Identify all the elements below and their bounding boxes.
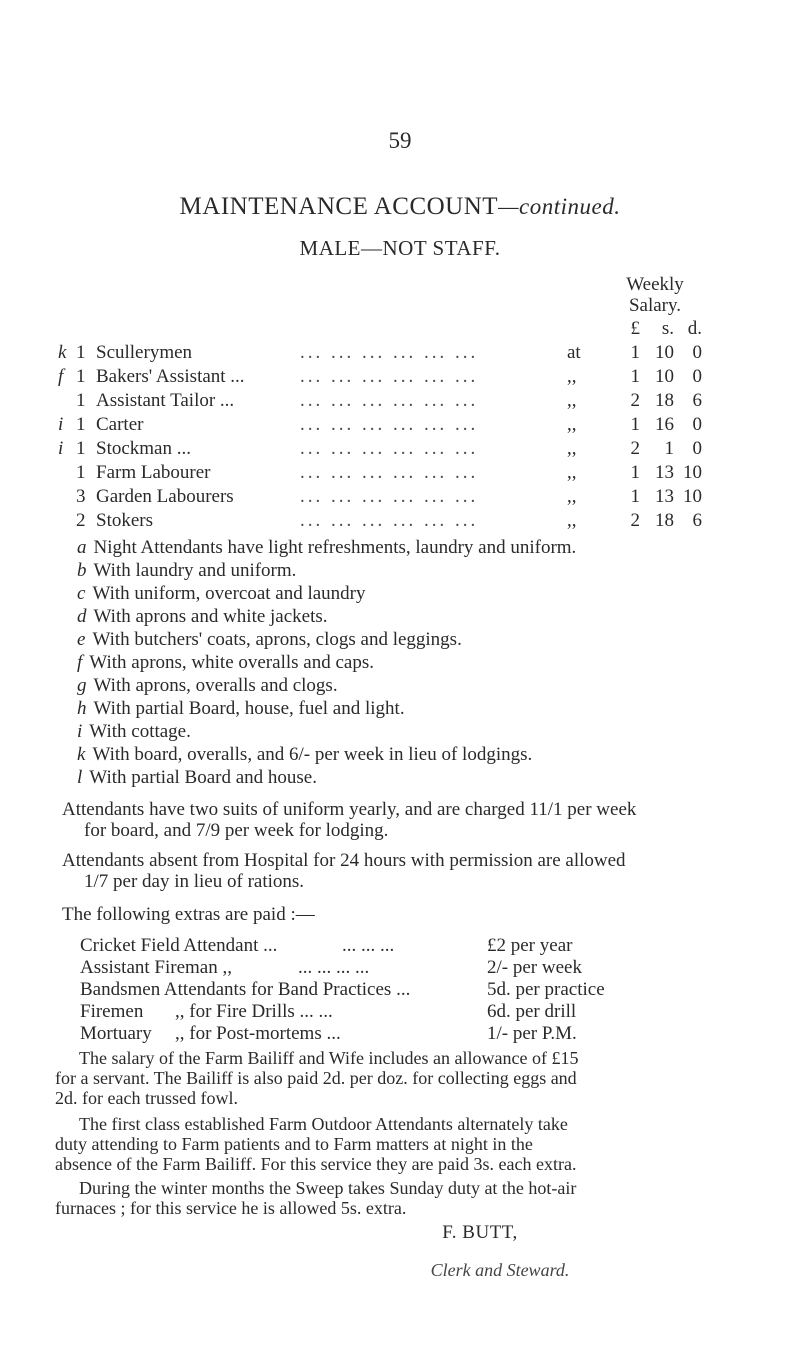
row-at: ,,: [567, 510, 577, 531]
salary-header-line1: Weekly: [626, 274, 684, 295]
paragraph-line: Attendants have two suits of uniform yearly, and are charged 11/1 per week: [62, 799, 637, 820]
row-pounds: 1: [630, 342, 640, 363]
row-pounds: 1: [630, 414, 640, 435]
signature-title: Clerk and Steward.: [430, 1260, 570, 1280]
paragraph-line: duty attending to Farm patients and to Farm matters at night in the: [55, 1134, 533, 1154]
row-qty: 1: [76, 342, 86, 363]
row-at: ,,: [567, 390, 577, 411]
footnote-text: With partial Board and house.: [89, 767, 317, 788]
footnote-mark: e: [77, 629, 86, 650]
row-qty: 1: [76, 438, 86, 459]
row-shillings: 13: [655, 462, 674, 483]
footnote-text: With aprons, overalls and clogs.: [93, 675, 338, 696]
paragraph-absent: [62, 850, 762, 892]
row-role: Carter: [96, 414, 144, 435]
footnote-d: [77, 606, 328, 628]
leader-dots: ... ... ... ... ... ...: [300, 414, 479, 435]
salary-unit-header: [0, 318, 800, 340]
row-qty: 1: [76, 390, 86, 411]
paragraph-bailiff: [55, 1048, 765, 1108]
leader-dots: ... ... ... ... ... ...: [300, 510, 479, 531]
row-pence: 6: [692, 510, 702, 531]
extras-row: [80, 1001, 780, 1023]
footnote-mark: g: [77, 675, 87, 696]
extras-rate: 5d. per practice: [487, 979, 605, 1000]
footnote-i: [77, 721, 191, 743]
paragraph-line: for a servant. The Bailiff is also paid 2d. per doz. for collecting eggs and: [55, 1068, 577, 1088]
row-role: Stokers: [96, 510, 153, 531]
footnote-mark: l: [77, 767, 83, 788]
footnote-c: [77, 583, 366, 605]
footnote-mark: k: [77, 744, 86, 765]
paragraph-farm: [55, 1114, 765, 1174]
table-row: [0, 390, 800, 412]
row-qty: 2: [76, 510, 86, 531]
footnote-f: [77, 652, 374, 674]
leader-dots: ... ... ... ... ... ...: [300, 342, 479, 363]
row-qty: 3: [76, 486, 86, 507]
footnote-l: [77, 767, 317, 789]
row-pounds: 1: [630, 486, 640, 507]
footnote-mark: a: [77, 537, 87, 558]
extras-row: [80, 1023, 780, 1045]
extras-leader: ... ... ... ...: [298, 957, 370, 978]
extras-role: Firemen: [80, 1001, 144, 1022]
leader-dots: ... ... ... ... ... ...: [300, 438, 479, 459]
extras-role: Bandsmen Attendants for Band Practices ...: [80, 979, 411, 1000]
extras-role: Cricket Field Attendant ...: [80, 935, 278, 956]
row-mark: f: [58, 366, 64, 387]
row-qty: 1: [76, 366, 86, 387]
extras-rate: 2/- per week: [487, 957, 582, 978]
footnote-h: [77, 698, 405, 720]
row-role: Farm Labourer: [96, 462, 211, 483]
row-pounds: 2: [630, 390, 640, 411]
row-pence: 0: [692, 414, 702, 435]
row-pence: 0: [692, 342, 702, 363]
row-pence: 10: [683, 486, 702, 507]
extras-intro: The following extras are paid :—: [62, 904, 315, 925]
row-mark: i: [58, 414, 64, 435]
salary-column-header: [600, 274, 710, 316]
row-shillings: 10: [655, 342, 674, 363]
row-role: Bakers' Assistant ...: [96, 366, 245, 387]
row-shillings: 18: [655, 510, 674, 531]
leader-dots: ... ... ... ... ... ...: [300, 462, 479, 483]
paragraph-line: absence of the Farm Bailiff. For this service they are paid 3s. each extra.: [55, 1154, 577, 1174]
pounds-header: £: [630, 318, 640, 339]
paragraph-line: The first class established Farm Outdoor Attendants alternately take: [79, 1114, 568, 1134]
footnote-mark: h: [77, 698, 87, 719]
extras-leader: ,, for Fire Drills ... ...: [175, 1001, 333, 1022]
row-pounds: 1: [630, 462, 640, 483]
table-row: [0, 486, 800, 508]
title-continued: —continued.: [498, 194, 621, 219]
footnote-e: [77, 629, 462, 651]
footnote-mark: f: [77, 652, 83, 673]
row-at: at: [567, 342, 581, 363]
leader-dots: ... ... ... ... ... ...: [300, 366, 479, 387]
row-pence: 10: [683, 462, 702, 483]
page-title: [0, 193, 800, 221]
section-subheading: MALE—NOT STAFF.: [299, 236, 501, 260]
row-pounds: 2: [630, 438, 640, 459]
footnote-text: With uniform, overcoat and laundry: [92, 583, 366, 604]
paragraph-line: 2d. for each trussed fowl.: [55, 1088, 238, 1108]
table-row: [0, 366, 800, 388]
leader-dots: ... ... ... ... ... ...: [300, 390, 479, 411]
extras-rate: 1/- per P.M.: [487, 1023, 577, 1044]
footnote-b: [77, 560, 296, 582]
table-row: [0, 342, 800, 364]
table-row: [0, 438, 800, 460]
footnote-text: With aprons and white jackets.: [93, 606, 328, 627]
footnote-mark: d: [77, 606, 87, 627]
paragraph-line: During the winter months the Sweep takes Sunday duty at the hot-air: [79, 1178, 577, 1198]
row-qty: 1: [76, 414, 86, 435]
row-shillings: 1: [664, 438, 674, 459]
table-row: [0, 462, 800, 484]
row-shillings: 10: [655, 366, 674, 387]
footnote-k: [77, 744, 532, 766]
paragraph-sweep: [55, 1178, 765, 1218]
row-pounds: 2: [630, 510, 640, 531]
row-shillings: 18: [655, 390, 674, 411]
footnote-text: With aprons, white overalls and caps.: [89, 652, 374, 673]
row-qty: 1: [76, 462, 86, 483]
paragraph-line: Attendants absent from Hospital for 24 hours with permission are allowed: [62, 850, 626, 871]
extras-row: [80, 935, 780, 957]
footnote-text: Night Attendants have light refreshments, laundry and uniform.: [93, 537, 577, 558]
footnote-text: With partial Board, house, fuel and light.: [93, 698, 405, 719]
page-number: 59: [388, 128, 412, 153]
paragraph-line: The salary of the Farm Bailiff and Wife includes an allowance of £15: [79, 1048, 579, 1068]
shillings-header: s.: [661, 318, 674, 339]
extras-leader: ,, for Post-mortems ...: [175, 1023, 341, 1044]
footnote-text: With board, overalls, and 6/- per week in lieu of lodgings.: [92, 744, 533, 765]
footnote-g: [77, 675, 338, 697]
table-row: [0, 510, 800, 532]
pence-header: d.: [687, 318, 702, 339]
table-row: [0, 414, 800, 436]
paragraph-uniform: [62, 799, 762, 841]
row-pence: 6: [692, 390, 702, 411]
footnote-text: With butchers' coats, aprons, clogs and leggings.: [92, 629, 462, 650]
footnote-mark: b: [77, 560, 87, 581]
row-at: ,,: [567, 366, 577, 387]
extras-leader: ... ... ...: [342, 935, 395, 956]
row-role: Scullerymen: [96, 342, 193, 363]
paragraph-line: furnaces ; for this service he is allowed 5s. extra.: [55, 1198, 407, 1218]
extras-rate: 6d. per drill: [487, 1001, 577, 1022]
row-role: Assistant Tailor ...: [96, 390, 235, 411]
extras-row: [80, 957, 780, 979]
extras-rate: £2 per year: [487, 935, 573, 956]
paragraph-line: 1/7 per day in lieu of rations.: [84, 871, 305, 892]
salary-header-line2: Salary.: [628, 295, 682, 316]
extras-role: Assistant Fireman ,,: [80, 957, 232, 978]
row-role: Stockman ...: [96, 438, 191, 459]
row-at: ,,: [567, 486, 577, 507]
row-at: ,,: [567, 414, 577, 435]
footnote-text: With laundry and uniform.: [93, 560, 297, 581]
paragraph-line: for board, and 7/9 per week for lodging.: [84, 820, 389, 841]
footnote-mark: c: [77, 583, 86, 604]
row-role: Garden Labourers: [96, 486, 234, 507]
footnote-a: [77, 537, 576, 559]
row-pounds: 1: [630, 366, 640, 387]
row-pence: 0: [692, 438, 702, 459]
footnote-text: With cottage.: [89, 721, 191, 742]
footnote-mark: i: [77, 721, 83, 742]
row-shillings: 13: [655, 486, 674, 507]
extras-role: Mortuary: [80, 1023, 152, 1044]
row-pence: 0: [692, 366, 702, 387]
row-mark: k: [58, 342, 67, 363]
row-mark: i: [58, 438, 64, 459]
row-at: ,,: [567, 462, 577, 483]
extras-row: [80, 979, 780, 1001]
title-main: MAINTENANCE ACCOUNT: [179, 193, 499, 220]
leader-dots: ... ... ... ... ... ...: [300, 486, 479, 507]
row-at: ,,: [567, 438, 577, 459]
signature-name: F. BUTT,: [442, 1222, 518, 1243]
row-shillings: 16: [655, 414, 674, 435]
